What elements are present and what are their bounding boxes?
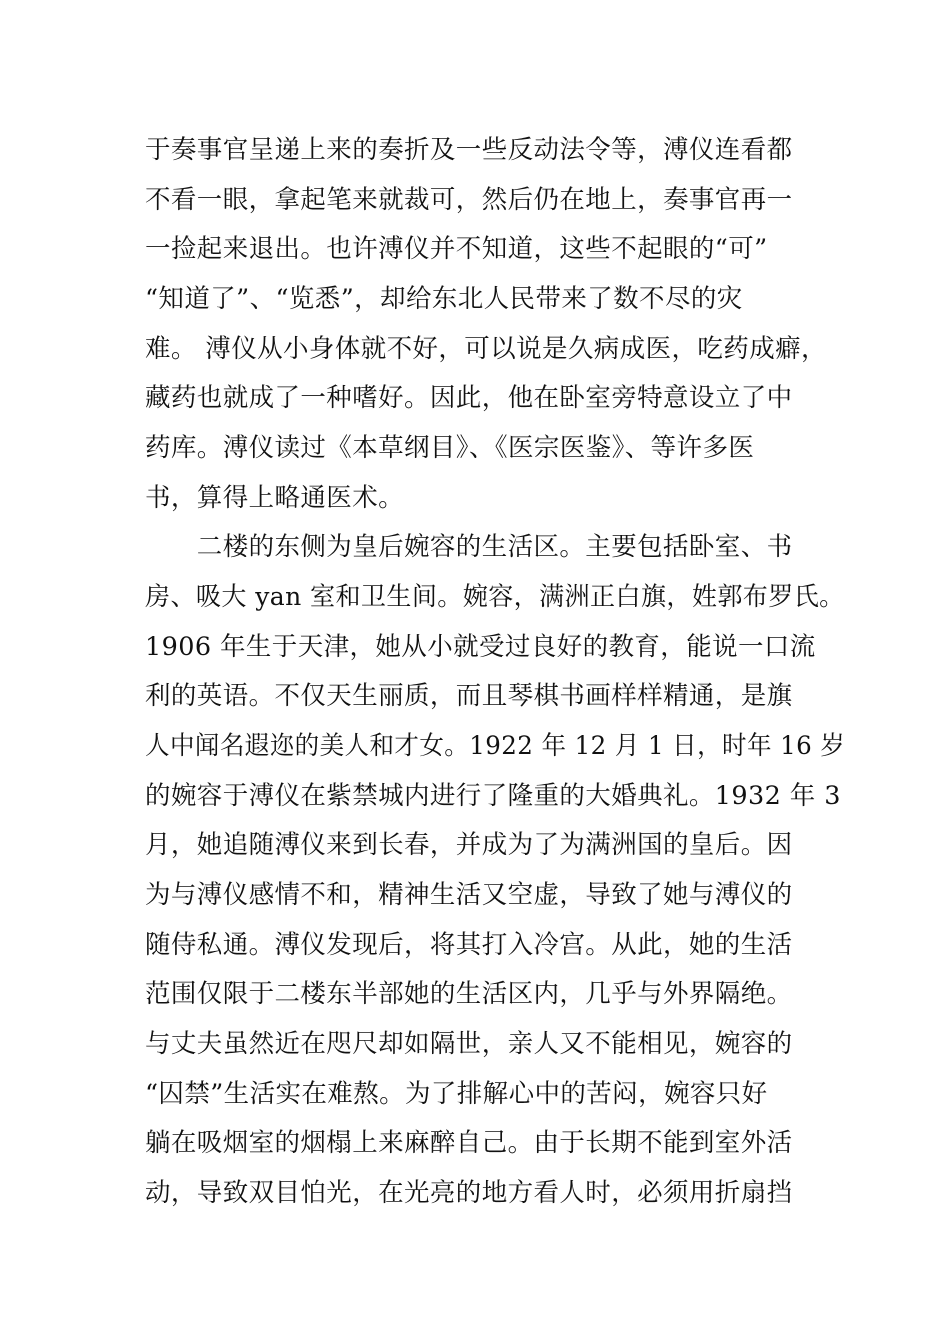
text-line: 利的英语。不仅天生丽质，而且琴棋书画样样精通，是旗: [145, 681, 793, 711]
text-line: “囚禁”生活实在难熬。为了排解心中的苦闷，婉容只好: [145, 1079, 768, 1109]
text-line: 二楼的东侧为皇后婉容的生活区。主要包括卧室、书: [145, 532, 793, 562]
text-line: 药库。溥仪读过《本草纲目》、《医宗医鉴》、等许多医: [145, 433, 755, 463]
text-line: 随侍私通。溥仪发现后，将其打入冷宫。从此，她的生活: [145, 930, 793, 960]
text-line: 为与溥仪感情不和，精神生活又空虚，导致了她与溥仪的: [145, 880, 793, 910]
text-line: 于奏事官呈递上来的奏折及一些反动法令等，溥仪连看都: [145, 135, 793, 165]
text-line: 一捡起来退出。也许溥仪并不知道，这些不起眼的“可”: [145, 234, 768, 264]
text-line: 不看一眼，拿起笔来就裁可，然后仍在地上，奏事官再一: [145, 185, 793, 215]
text-line: 躺在吸烟室的烟榻上来麻醉自己。由于长期不能到室外活: [145, 1128, 793, 1158]
text-line: 房、吸大 yan 室和卫生间。婉容，满洲正白旗，姓郭布罗氏。: [145, 582, 845, 612]
text-line: 范围仅限于二楼东半部她的生活区内，几乎与外界隔绝。: [145, 979, 793, 1009]
text-line: 书，算得上略通医术。: [145, 483, 405, 513]
text-line: 与丈夫虽然近在咫尺却如隔世，亲人又不能相见，婉容的: [145, 1029, 793, 1059]
text-line: 月，她追随溥仪来到长春，并成为了为满洲国的皇后。因: [145, 830, 793, 860]
text-line: 人中闻名遐迩的美人和才女。1922 年 12 月 1 日，时年 16 岁: [145, 731, 846, 761]
text-line: 的婉容于溥仪在紫禁城内进行了隆重的大婚典礼。1932 年 3: [145, 781, 841, 811]
text-line: 难。 溥仪从小身体就不好，可以说是久病成医，吃药成癖，: [145, 334, 827, 364]
text-line: “知道了”、“览悉”，却给东北人民带来了数不尽的灾: [145, 284, 743, 314]
text-line: 1906 年生于天津，她从小就受过良好的教育，能说一口流: [145, 632, 816, 662]
text-line: 动，导致双目怕光，在光亮的地方看人时，必须用折扇挡: [145, 1178, 793, 1208]
text-line: 藏药也就成了一种嗜好。因此，他在卧室旁特意设立了中: [145, 383, 793, 413]
